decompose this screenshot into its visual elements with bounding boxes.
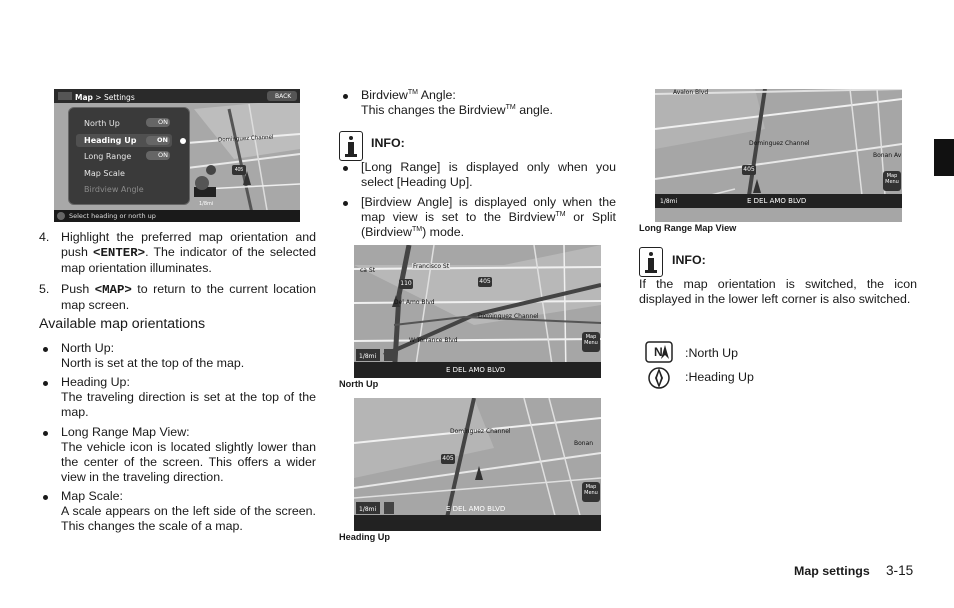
- scale-indicator: 1/8mi: [660, 198, 678, 205]
- orientation-name: Heading Up:: [61, 375, 130, 389]
- info-item-1: [339, 160, 616, 190]
- current-street-bar: E DEL AMO BLVD: [747, 197, 807, 205]
- scale-indicator: 1/8mi: [359, 506, 377, 513]
- current-street-bar: E DEL AMO BLVD: [446, 366, 506, 374]
- birdview-desc-suffix: angle.: [515, 103, 553, 117]
- heading-up-map: [354, 398, 601, 531]
- long-range-map: [655, 89, 902, 222]
- menu-item-long-range[interactable]: [76, 150, 171, 163]
- step-4: [39, 230, 316, 276]
- orientation-map-scale: [39, 489, 316, 534]
- route-shield: 405: [479, 278, 491, 285]
- trademark: TM: [505, 103, 516, 111]
- heading-up-icon-label: :Heading Up: [685, 370, 754, 384]
- map-menu-button[interactable]: Map Menu: [584, 484, 598, 496]
- street-label: ca St: [360, 267, 376, 274]
- north-up-map: [354, 245, 601, 378]
- orientation-desc: The vehicle icon is located slightly lower than the center of the screen. This offers a wider view in the traveling direction.: [61, 440, 316, 484]
- channel-label: Dominguez Channel: [450, 428, 511, 435]
- street-label: Del Amo Blvd: [394, 299, 435, 306]
- info-text-mid: or Split (Birdview: [361, 210, 616, 239]
- map-label-channel: Dominguez Channel: [217, 134, 274, 144]
- section-tab: [934, 139, 954, 176]
- svg-text:N: N: [654, 345, 663, 359]
- route-shield: 405: [442, 455, 454, 462]
- settings-screenshot: [54, 89, 300, 222]
- step-text: [61, 230, 316, 276]
- map-menu-button[interactable]: Map Menu: [885, 173, 899, 185]
- birdview-name-text: Birdview: [361, 88, 408, 102]
- step-text-post: to return to the current location map screen.: [61, 282, 317, 312]
- orientation-desc: The traveling direction is set at the top of the map.: [61, 390, 316, 419]
- bullet: [343, 94, 348, 99]
- orientation-desc: North is set at the top of the map.: [61, 356, 245, 370]
- step-text-pre: Highlight the preferred map orientation and push: [61, 230, 316, 259]
- info-icon: [639, 247, 663, 277]
- menu-item-label: North Up: [84, 119, 120, 128]
- menu-item-north-up[interactable]: [76, 117, 171, 130]
- bullet: [43, 381, 48, 386]
- orientation-name: North Up:: [61, 341, 115, 355]
- menu-item-label: Heading Up: [84, 136, 137, 145]
- orientation-name: Long Range Map View:: [61, 425, 190, 439]
- bullet: [43, 431, 48, 436]
- orientation-name: Map Scale:: [61, 489, 123, 503]
- birdview-angle-item: [339, 88, 616, 118]
- street-label: Avalon Blvd: [673, 89, 709, 96]
- caption-long-range: Long Range Map View: [639, 223, 737, 233]
- info-text: [361, 195, 616, 240]
- info-label: INFO:: [672, 253, 706, 267]
- section-heading: Available map orientations: [39, 316, 206, 332]
- toggle-indicator: ON: [146, 136, 170, 145]
- info-text-pre: [Birdview Angle] is displayed only when the map view is set to the Birdview: [361, 195, 616, 224]
- settings-title-map: Map: [75, 93, 93, 102]
- menu-item-label: Birdview Angle: [84, 185, 144, 194]
- orientation-heading-up: [39, 375, 316, 420]
- north-up-map-graphic: [354, 245, 601, 378]
- street-label: Bonan Av: [873, 152, 902, 159]
- settings-title: [75, 93, 135, 102]
- route-shield: 405: [232, 165, 246, 175]
- route-shield: 405: [743, 166, 755, 173]
- page-number: 3-15: [886, 563, 914, 578]
- orientation-desc: A scale appears on the left side of the screen. This changes the scale of a map.: [61, 504, 316, 533]
- birdview-desc-text: This changes the Birdview: [361, 103, 506, 117]
- step-text-pre: Push: [61, 282, 95, 296]
- footer-section-name: Map settings: [794, 564, 870, 578]
- step-number: 5.: [39, 282, 50, 296]
- caption-north-up: North Up: [339, 379, 379, 389]
- orientation-north-up: [39, 341, 316, 371]
- settings-breadcrumb: > Settings: [95, 93, 135, 102]
- menu-item-heading-up[interactable]: [76, 134, 172, 147]
- info-text: [Long Range] is displayed only when you select [Heading Up].: [361, 160, 616, 189]
- scale-indicator: 1/8mi: [199, 201, 214, 207]
- selection-dot: [180, 138, 186, 144]
- bullet: [43, 347, 48, 352]
- info-label: INFO:: [371, 136, 405, 150]
- step-number: 4.: [39, 230, 50, 244]
- heading-up-icon: [645, 366, 673, 390]
- map-menu-button[interactable]: Map Menu: [584, 334, 598, 346]
- orientation-long-range: [39, 425, 316, 485]
- street-label: Francisco St: [413, 263, 450, 270]
- channel-label: Dominguez Channel: [749, 140, 810, 147]
- menu-item-label: Long Range: [84, 152, 132, 161]
- trademark: TM: [411, 225, 423, 233]
- step-text-post: . The indicator of the selected map orientation illuminates.: [61, 245, 316, 275]
- status-message: Select heading or north up: [69, 212, 156, 220]
- step-5: [39, 282, 316, 313]
- birdview-name-suffix: Angle:: [417, 88, 456, 102]
- map-key: <MAP>: [94, 283, 132, 297]
- north-up-icon: [645, 341, 673, 363]
- channel-label: Dominguez Channel: [478, 313, 539, 320]
- birdview-name: [361, 88, 616, 103]
- caption-heading-up: Heading Up: [339, 532, 391, 542]
- bullet: [343, 166, 348, 171]
- info-right-text: If the map orientation is switched, the icon displayed in the lower left corner is also switched.: [639, 277, 917, 306]
- toggle-indicator: ON: [146, 151, 170, 160]
- menu-item-map-scale[interactable]: [76, 167, 171, 180]
- birdview-desc: [361, 103, 616, 118]
- step-text: [61, 282, 316, 313]
- trademark: TM: [555, 210, 566, 218]
- bullet: [343, 201, 348, 206]
- toggle-indicator: ON: [146, 118, 170, 127]
- trademark: TM: [407, 88, 418, 96]
- back-button[interactable]: BACK: [275, 93, 292, 100]
- enter-key: <ENTER>: [93, 246, 146, 260]
- north-up-icon-label: :North Up: [685, 346, 739, 360]
- current-street-bar: E DEL AMO BLVD: [446, 505, 506, 513]
- street-label: Bonan: [574, 440, 594, 447]
- info-icon: [339, 131, 363, 161]
- scale-indicator: 1/8mi: [359, 353, 377, 360]
- route-shield: 110: [400, 280, 412, 287]
- info-item-2: [339, 195, 616, 240]
- bullet: [43, 495, 48, 500]
- menu-item-label: Map Scale: [84, 169, 125, 178]
- info-text-post: ) mode.: [422, 225, 465, 239]
- menu-item-birdview-angle[interactable]: [76, 183, 171, 196]
- street-label: W Torrance Blvd: [409, 337, 458, 344]
